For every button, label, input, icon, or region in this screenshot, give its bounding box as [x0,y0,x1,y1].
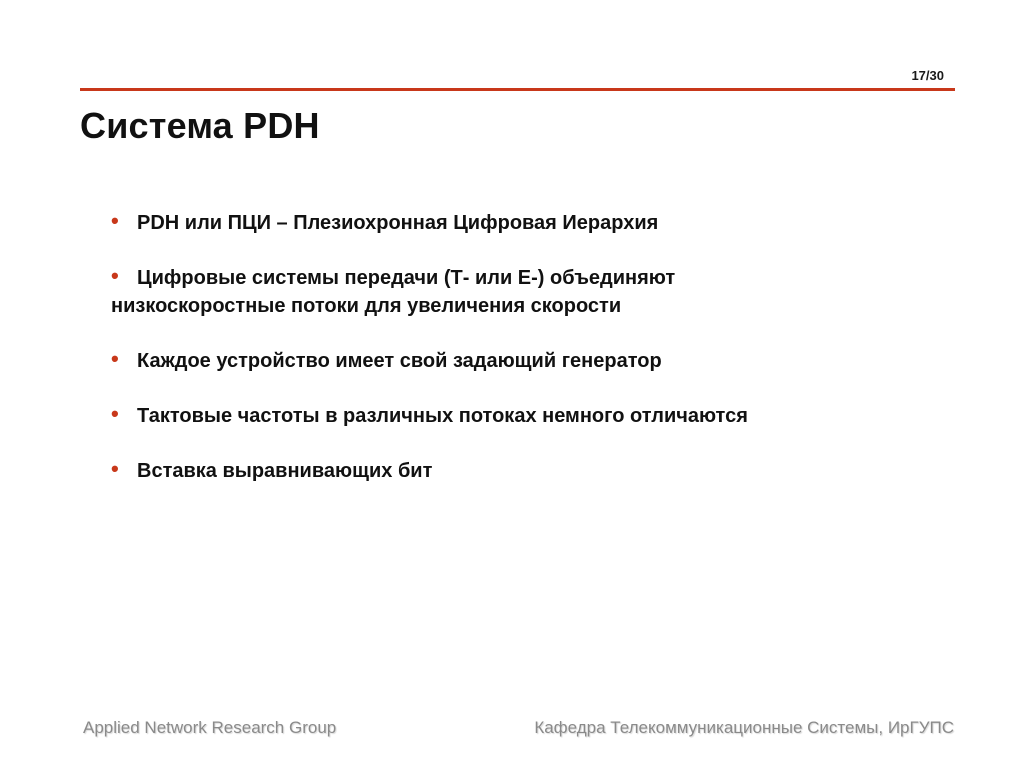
bullet-item-2 [111,263,911,320]
page-number: 17/30 [911,68,944,83]
bullet-text: Вставка выравнивающих бит [137,460,433,482]
bullet-text-continuation: низкоскоростные потоки для увеличения скорости [111,295,622,317]
slide-title: Система PDH [80,105,320,146]
bullet-list [111,208,911,511]
bullet-text: Цифровые системы передачи (Т- или Е-) объединяют [137,267,676,289]
footer-left-text: Applied Network Research Group [83,718,337,737]
bullet-text: PDH или ПЦИ – Плезиохронная Цифровая Иерархия [137,212,659,234]
bullet-text: Тактовые частоты в различных потоках немного отличаются [137,405,748,427]
bullet-icon: • [111,263,119,288]
bullet-icon: • [111,346,119,371]
header-divider [80,88,955,91]
footer-right-text: Кафедра Телекоммуникационные Системы, ИрГУПС [534,718,954,737]
bullet-item-3 [111,346,911,375]
bullet-item-1 [111,208,911,237]
bullet-icon: • [111,401,119,426]
bullet-item-5 [111,456,911,485]
bullet-text: Каждое устройство имеет свой задающий генератор [137,350,662,372]
bullet-item-4 [111,401,911,430]
bullet-icon: • [111,208,119,233]
bullet-icon: • [111,456,119,481]
